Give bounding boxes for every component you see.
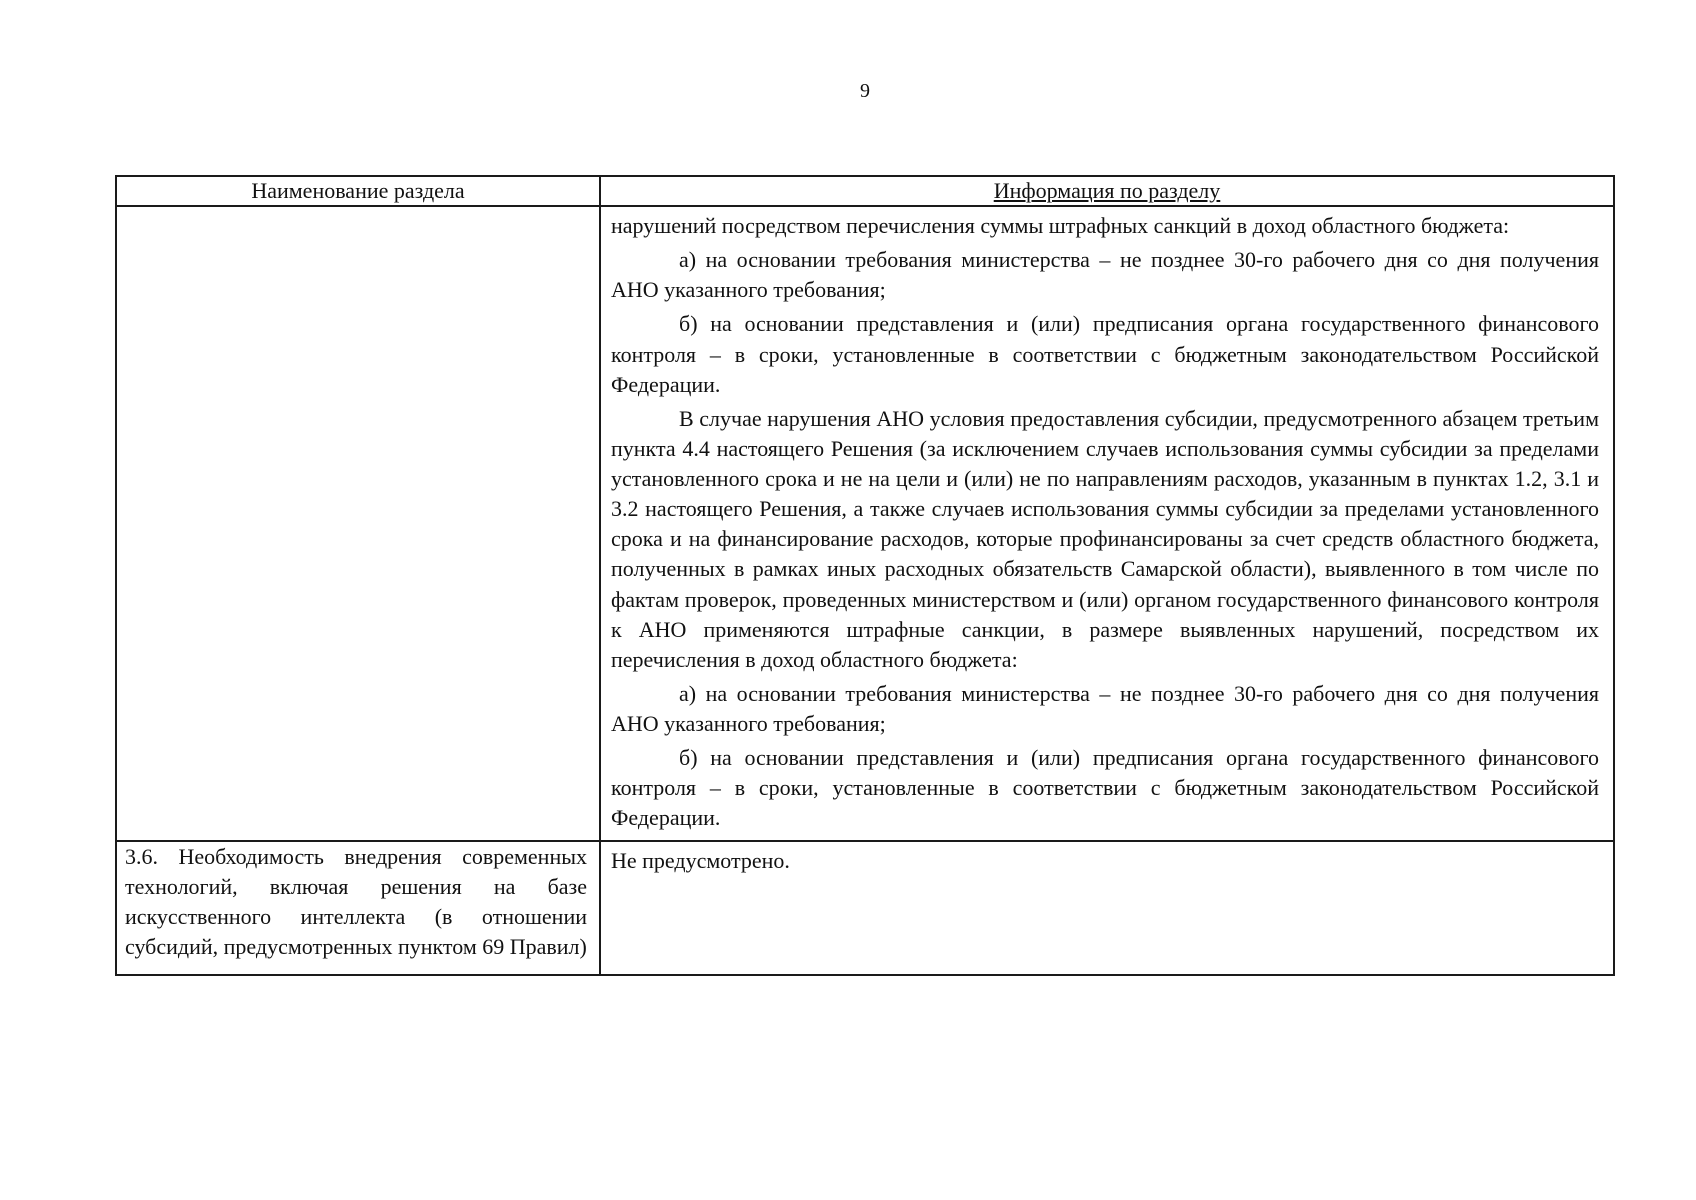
section-name-cell	[116, 206, 600, 841]
info-paragraph: нарушений посредством перечисления суммы штрафных санкций в доход областного бюджета:	[611, 213, 1510, 238]
section-info-cell: Не предусмотрено.	[600, 841, 1614, 975]
column-header-section-info-text: Информация по разделу	[993, 178, 1221, 203]
info-paragraph: б) на основании представления и (или) предписания органа государственного финансового контроля – в сроки, установленные в соответствии с бюджетным законодательством Российской Федерации.	[611, 745, 1599, 831]
column-header-section-name: Наименование раздела	[116, 176, 600, 206]
section-name-cell: 3.6. Необходимость внедрения современных технологий, включая решения на базе искусственного интеллекта (в отношении субсидий, предусмотренных пунктом 69 Правил)	[116, 841, 600, 975]
table-row-3-6	[116, 841, 1614, 975]
column-header-section-info	[600, 176, 1614, 206]
section-info-cell	[600, 206, 1614, 841]
page-number: 9	[860, 80, 870, 102]
info-paragraph: а) на основании требования министерства – не позднее 30-го рабочего дня со дня получения АНО указанного требования;	[611, 247, 1599, 303]
info-paragraph: а) на основании требования министерства – не позднее 30-го рабочего дня со дня получения АНО указанного требования;	[611, 680, 1599, 736]
info-paragraph: В случае нарушения АНО условия предоставления субсидии, предусмотренного абзацем третьим пункта 4.4 настоящего Решения (за исключением случаев использования суммы субсидии за пределами установленного срока и не на цели и (или) не по направлениям расходов, указанным в пунктах 1.2, 3.1 и 3.2 настоящего Решения, а также случаев использования суммы субсидии за пределами установленного срока и на финансирование расходов, которые профинансированы за счет средств областного бюджета, полученных в рамках иных расходных обязательств Самарской области), выявленного в том числе по фактам проверок, проведенных министерством и (или) органом государственного финансового контроля к АНО применяются штрафные санкции, в размере выявленных нарушений, посредством их перечисления в доход областного бюджета:	[611, 405, 1599, 672]
table-header-row	[116, 176, 1614, 206]
section-info-table	[115, 175, 1615, 976]
table-row-continuation	[116, 206, 1614, 841]
info-paragraph: б) на основании представления и (или) предписания органа государственного финансового контроля – в сроки, установленные в соответствии с бюджетным законодательством Российской Федерации.	[611, 311, 1599, 397]
